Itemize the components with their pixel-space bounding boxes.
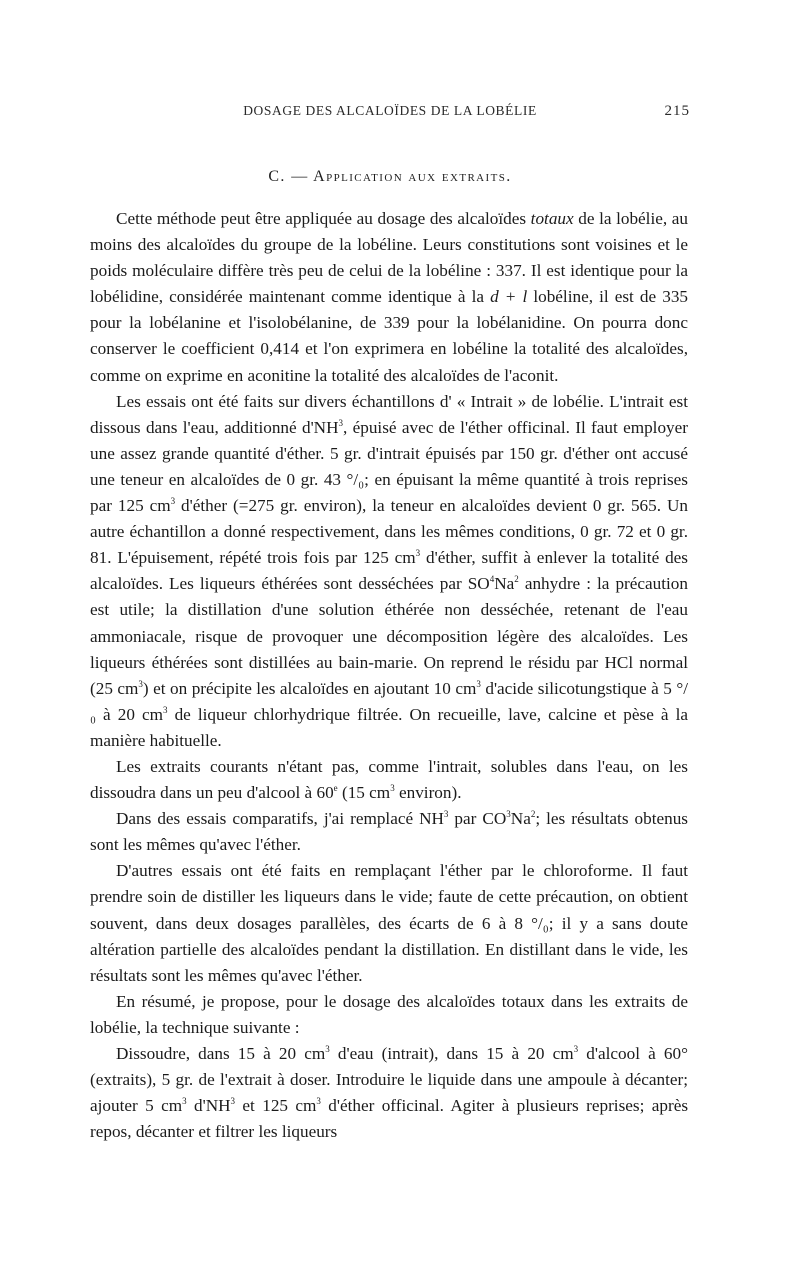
text-run: Dissoudre, dans 15 à 20 cm <box>116 1044 326 1063</box>
text-run: Na <box>494 574 515 594</box>
text-run: d'éther, suffit à enlever la totalité des alcaloïdes. Les liqueurs éthérées sont desséchées par SO <box>90 548 688 594</box>
superscript: 3 <box>390 783 395 794</box>
superscript: 3 <box>573 1044 579 1054</box>
paragraph-1 <box>90 206 688 389</box>
text-run: d'alcool à 60° (extraits), 5 gr. de l'extrait à doser. Introduire le liquide dans une ampoule à décanter; ajouter 5 cm <box>90 1044 688 1116</box>
text-run: d'eau (intrait), dans 15 à 20 cm <box>329 1044 574 1063</box>
running-title: DOSAGE DES ALCALOÏDES DE LA LOBÉLIE <box>243 103 537 118</box>
superscript: 3 <box>138 678 143 689</box>
text-run: anhydre : la précaution est utile; la distillation d'une solution éthérée non desséchée, retenant de l'eau ammoniacale, risque de provoquer une décomposition légère des alcaloïdes. Les liqueurs éthérées sont distillées au bain-marie. On reprend le résidu par HCl normal (25 cm <box>90 574 688 698</box>
superscript: 3 <box>182 1096 187 1107</box>
paragraph-7 <box>90 1041 688 1145</box>
section-heading: C. — Application aux extraits. <box>268 168 512 185</box>
superscript: 2 <box>514 574 519 585</box>
text-run: d'éther (=275 gr. environ), la teneur en alcaloïdes devient 0 gr. 565. Un autre échantillon a donné respectivement, dans les mêmes conditions, 0 gr. 72 et 0 gr. 81. L'épuisement, répété trois fois par 125 cm <box>90 496 688 568</box>
superscript: 3 <box>506 809 511 820</box>
text-run: d'NH <box>186 1096 231 1116</box>
paragraph-4 <box>90 806 688 858</box>
running-head <box>90 103 690 127</box>
text-run: ) et on précipite les alcaloïdes en ajoutant 10 cm <box>142 678 477 698</box>
italic-word: totaux <box>530 209 574 228</box>
superscript: 3 <box>316 1096 321 1107</box>
italic-formula: d + l <box>490 287 528 307</box>
superscript: 3 <box>325 1044 330 1054</box>
superscript: 4 <box>489 574 495 585</box>
text-run: de liqueur chlorhydrique filtrée. On recueille, lave, calcine et pèse à la manière habituelle. <box>90 704 688 750</box>
paragraph-5: D'autres essais ont été faits en remplaçant l'éther par le chloroforme. Il faut prendre soin de distiller les liqueurs dans le vide; faute de cette précaution, on obtient souvent, dans deux dosages parallèles, des écarts de 6 à 8 °/₀; il y a sans doute altération partielle des alcaloïdes pendant la distillation. En distillant dans le vide, les résultats sont les mêmes qu'avec l'éther. <box>90 861 688 985</box>
text-run: , épuisé avec de l'éther officinal. Il faut employer une assez grande quantité d'éther. 5 gr. d'intrait épuisés par 150 gr. d'éther ont accusé une teneur en alcaloïdes de 0 gr. 43 °/₀; en épuisant la même quantité à trois reprises par 125 cm <box>90 417 689 516</box>
page-number: 215 <box>664 103 690 119</box>
superscript: 3 <box>338 417 343 428</box>
paragraph-2 <box>90 389 688 754</box>
text-run: par CO <box>448 809 507 829</box>
body-text <box>90 206 688 1145</box>
text-run: Dans des essais comparatifs, j'ai remplacé NH <box>116 809 444 829</box>
text-run: (15 cm <box>337 783 391 803</box>
text-run: Na <box>510 809 531 829</box>
text-run: lobéline, il est de 335 pour la lobélanine et l'isolobélanine, de 339 pour la lobélanidine. On pourra donc conserver le coefficient 0,414 et l'on exprimera en lobéline la totalité des alcaloïdes, comme on exprime en aconitine la totalité des alcaloïdes de l'aconit. <box>90 287 689 385</box>
text-run: d'éther officinal. Agiter à plusieurs reprises; après repos, décanter et filtrer les liqueurs <box>90 1096 689 1142</box>
text-run: ; les résultats obtenus sont les mêmes qu'avec l'éther. <box>90 809 688 855</box>
superscript: 3 <box>476 678 481 689</box>
text-run: environ). <box>394 783 462 803</box>
paragraph-6: En résumé, je propose, pour le dosage des alcaloïdes totaux dans les extraits de lobélie, la technique suivante : <box>90 991 688 1037</box>
superscript: 3 <box>170 496 176 507</box>
text-run: d'acide silicotungstique à 5 °/₀ à 20 cm <box>90 678 688 724</box>
superscript: e <box>333 783 338 794</box>
superscript: 2 <box>530 809 536 820</box>
superscript: 3 <box>230 1096 236 1107</box>
superscript: 3 <box>163 704 168 715</box>
paragraph-3 <box>90 754 688 806</box>
text-run: et 125 cm <box>235 1096 317 1116</box>
text-run: Les extraits courants n'étant pas, comme l'intrait, solubles dans l'eau, on les dissoudra dans un peu d'alcool à 60 <box>90 756 688 803</box>
superscript: 3 <box>443 809 449 820</box>
superscript: 3 <box>415 548 421 559</box>
text-run: Cette méthode peut être appliquée au dosage des alcaloïdes <box>116 209 531 228</box>
text-run: de la lobélie, au moins des alcaloïdes du groupe de la lobéline. Leurs constitutions sont voisines et le poids moléculaire diffère très peu de celui de la lobéline : 337. Il est identique pour la lobélidine, considérée maintenant comme identique à la <box>90 209 688 307</box>
text-run: Les essais ont été faits sur divers échantillons d' « Intrait » de lobélie. L'intrait est dissous dans l'eau, additionné d'NH <box>90 391 688 437</box>
